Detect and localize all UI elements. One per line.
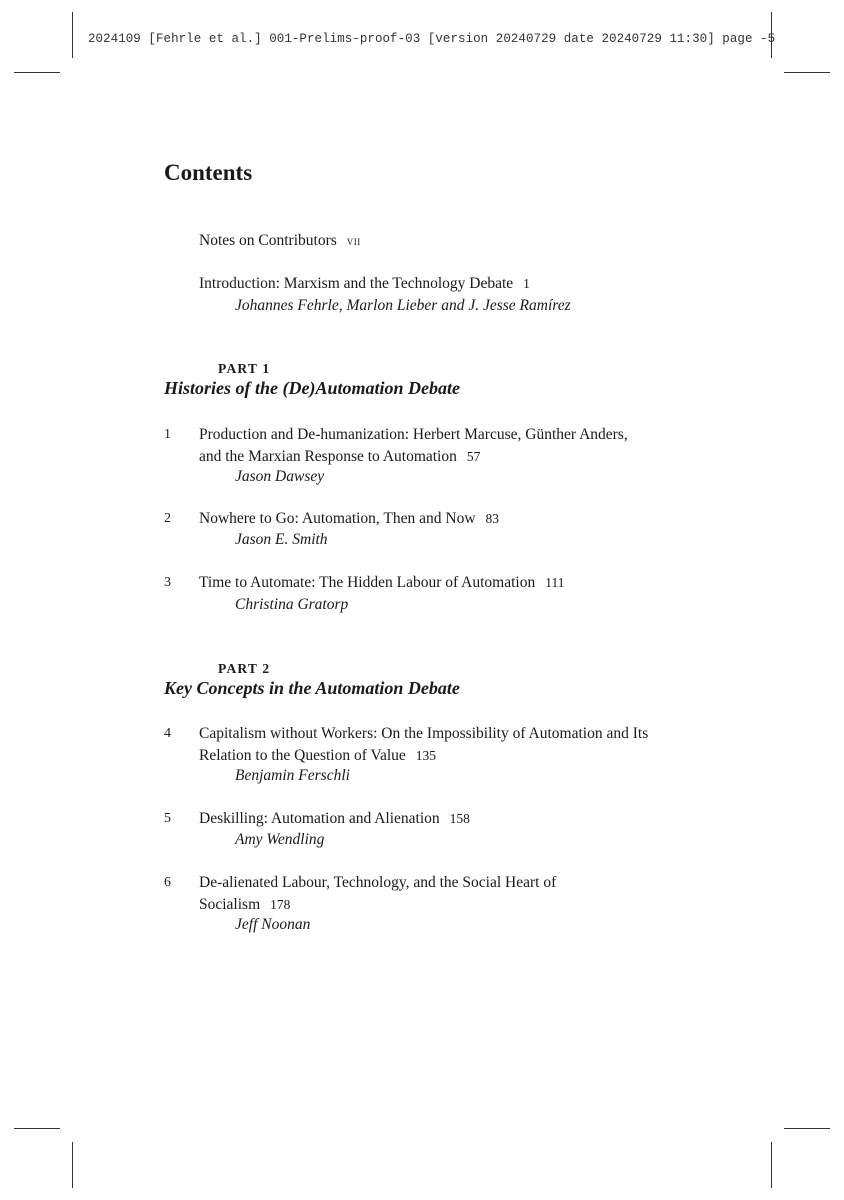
page-title: Contents [164, 160, 253, 185]
crop-mark [784, 1128, 830, 1129]
chapter-number: 5 [164, 811, 171, 826]
toc-author: Christina Gratorp [235, 596, 349, 613]
chapter-number: 4 [164, 726, 171, 741]
proof-slug: 2024109 [Fehrle et al.] 001-Prelims-proof-03 [version 20240729 date 20240729 11:30] page -5 [88, 32, 776, 46]
toc-page-number: 83 [485, 511, 500, 526]
chapter-number: 2 [164, 511, 171, 526]
toc-author: Amy Wendling [235, 831, 325, 848]
toc-author: Jeff Noonan [235, 916, 311, 933]
crop-mark [14, 1128, 60, 1129]
crop-mark [784, 72, 830, 73]
toc-entry-title: Notes on Contributors vii [199, 232, 361, 249]
part-label: PART 2 [218, 661, 271, 676]
toc-page-number: vii [346, 233, 361, 248]
toc-entry-title: Production and De-humanization: Herbert Marcuse, Günther Anders, and the Marxian Response to Automation 57 [199, 426, 628, 465]
chapter-number: 3 [164, 575, 171, 590]
crop-mark [14, 72, 60, 73]
part-label: PART 1 [218, 361, 271, 376]
toc-page-number: 158 [449, 811, 470, 826]
toc-author: Jason Dawsey [235, 468, 325, 485]
toc-page-number: 135 [415, 747, 437, 763]
part-title: Histories of the (De)Automation Debate [164, 378, 460, 398]
chapter-number: 6 [164, 875, 171, 890]
toc-author: Jason E. Smith [235, 531, 328, 548]
toc-page-number: 57 [466, 448, 481, 464]
toc-entry-title: Capitalism without Workers: On the Impossibility of Automation and Its Relation to the Question of Value 135 [199, 725, 649, 764]
crop-mark [72, 1142, 73, 1188]
crop-mark [72, 12, 73, 58]
toc-page-number: 1 [523, 276, 530, 291]
part-title: Key Concepts in the Automation Debate [164, 678, 460, 698]
chapter-number: 1 [164, 427, 171, 442]
toc-author: Benjamin Ferschli [235, 767, 350, 784]
crop-mark [771, 1142, 772, 1188]
toc-entry-title: Time to Automate: The Hidden Labour of Automation 111 [199, 574, 565, 591]
toc-entry-title: De-alienated Labour, Technology, and the Social Heart of Socialism 178 [199, 874, 557, 913]
toc-entry-title: Introduction: Marxism and the Technology Debate 1 [199, 275, 530, 292]
toc-page-number: 178 [270, 896, 291, 912]
toc-entry-title: Deskilling: Automation and Alienation 158 [199, 810, 470, 827]
toc-entry-title: Nowhere to Go: Automation, Then and Now 83 [199, 510, 500, 527]
toc-author: Johannes Fehrle, Marlon Lieber and J. Jesse Ramírez [235, 297, 571, 314]
toc-page-number: 111 [545, 575, 565, 590]
